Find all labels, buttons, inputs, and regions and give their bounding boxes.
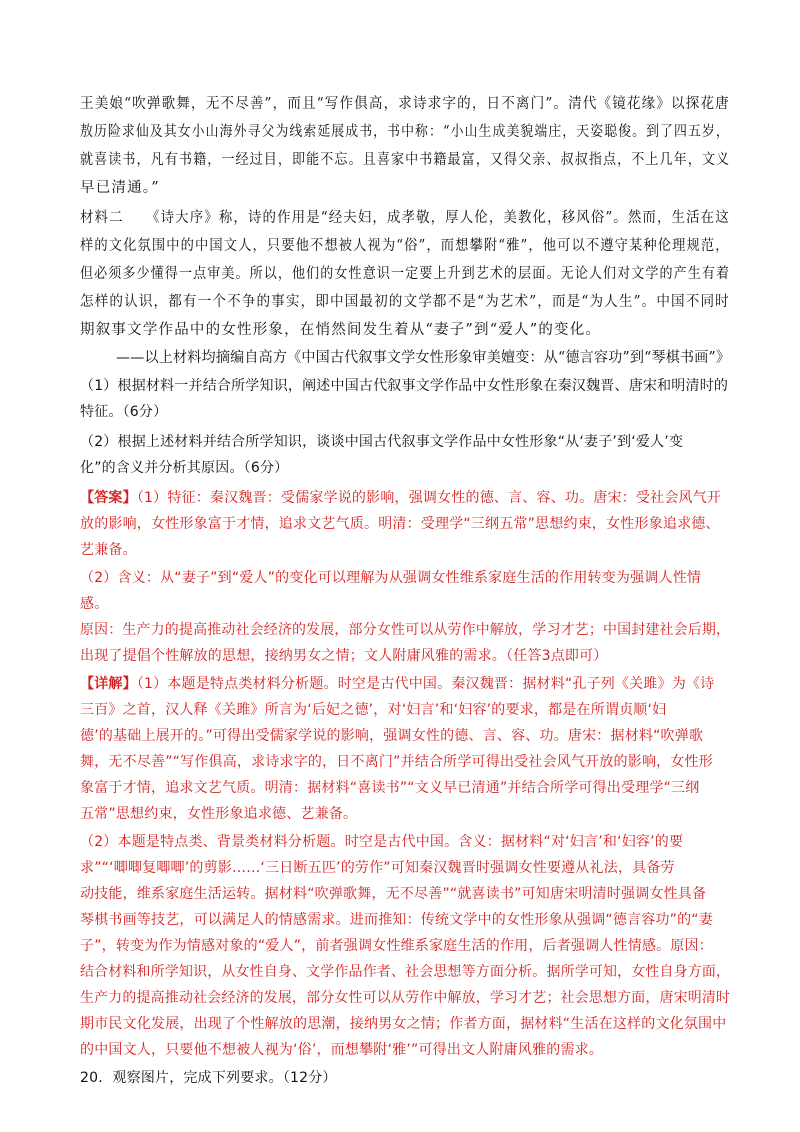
answer-label: 【答案】	[80, 490, 137, 506]
detail-line: 五常”思想约束，女性形象追求德、艺兼备。	[80, 806, 358, 822]
answer-line	[80, 488, 721, 508]
detail-line: 德’的基础上展开的。”可得出受儒家学说的影响，强调女性的德、言、容、功。唐宋：据材料“吹弹歌	[80, 728, 704, 744]
answer-line: 原因：生产力的提高推动社会经济的发展，部分女性可以从劳作中解放，学习才艺；中国封建社会后期，	[80, 622, 731, 638]
material2-line: 材料二 《诗大序》称，诗的作用是“经夫妇，成孝敬，厚人伦，美教化，移风俗”。然而，生活在这	[80, 210, 730, 226]
material-source: ——以上材料均摘编自高方《中国古代叙事文学女性形象审美嬗变：从“德言容功”到“琴棋书画”》	[116, 350, 731, 366]
question-line: 特征。（6分）	[80, 404, 168, 420]
detail-label: 【详解】	[80, 676, 137, 692]
detail-line: 期市民文化发展，出现了个性解放的思潮，接纳男女之情；作者方面，据材料“生活在这样的文化氛围中	[80, 1016, 727, 1032]
material1-line: 就喜读书，凡有书籍，一经过目，即能不忘。且喜家中书籍最富，又得父亲、叔叔指点，不上几年，文义	[80, 152, 731, 168]
detail-line: 三百》之首，汉人释《关雎》所言为‘后妃之德’，对‘妇言’和‘妇容’的要求，都是在所谓贞顺‘妇	[80, 702, 667, 718]
detail-text: （1）本题是特点类材料分析题。时空是古代中国。秦汉魏晋：据材料“孔子列《关雎》为《诗	[136, 676, 715, 692]
detail-line	[80, 674, 714, 694]
material1-line: 王美娘“吹弹歌舞，无不尽善”，而且“写作俱高，求诗求字的，日不离门”。清代《镜花缘》以探花唐	[80, 96, 730, 112]
material2-line: 期叙事文学作品中的女性形象，在悄然间发生着从“妻子”到“爱人”的变化。	[80, 322, 602, 338]
detail-line: 求”“‘唧唧复唧唧’的剪影……‘三日断五匹’的劳作”可知秦汉魏晋时强调女性要遵从礼法，具备劳	[80, 860, 675, 876]
question-line: （2）根据上述材料并结合所学知识，谈谈中国古代叙事文学作品中女性形象“从‘妻子’到‘爱人’变	[80, 434, 684, 450]
detail-line: 结合材料和所学知识，从女性自身、文学作品作者、社会思想等方面分析。据所学可知，女性自身方面，	[80, 964, 731, 980]
question-line: 化”的含义并分析其原因。（6分）	[80, 460, 289, 476]
material1-line: 早已清通。”	[80, 180, 160, 196]
answer-line: 艺兼备。	[80, 542, 137, 558]
detail-line: （2）本题是特点类、背景类材料分析题。时空是古代中国。含义：据材料“对‘妇言’和‘妇容’的要	[80, 834, 684, 850]
material1-line: 敖历险求仙及其女小山海外寻父为线索延展成书，书中称：“小山生成美貌端庄，天姿聪俊。到了四五岁，	[80, 124, 730, 140]
material2-line: 但必须多少懂得一点审美。所以，他们的女性意识一定要上升到艺术的层面。无论人们对文学的产生有着	[80, 266, 731, 282]
detail-line: 的中国文人，只要他不想被人视为‘俗’，而想攀附‘雅’”可得出文人附庸风雅的需求。	[80, 1042, 604, 1058]
detail-line: 生产力的提高推动社会经济的发展，部分女性可以从劳作中解放，学习才艺；社会思想方面，唐宋明清时	[80, 990, 731, 1006]
answer-line: （2）含义：从“妻子”到“爱人”的变化可以理解为从强调女性维系家庭生活的作用转变为强调人性情	[80, 570, 702, 586]
detail-line: 琴棋书画等技艺，可以满足人的情感需求。进而推知：传统文学中的女性形象从强调“德言容功”的“妻	[80, 912, 713, 928]
answer-line: 感。	[80, 596, 109, 612]
next-question: 20．观察图片，完成下列要求。（12分）	[80, 1070, 337, 1086]
material2-line: 怎样的认识，都有一个不争的事实，即中国最初的文学都不是“为艺术”，而是“为人生”。中国不同时	[80, 294, 730, 310]
answer-line: 出现了提倡个性解放的思想，接纳男女之情；文人附庸风雅的需求。（任答3点即可）	[80, 648, 608, 664]
detail-line: 子”，转变为作为情感对象的“爱人”，前者强调女性维系家庭生活的作用，后者强调人性情感。原因：	[80, 938, 713, 954]
detail-line: 舞，无不尽善”“写作俱高，求诗求字的，日不离门”并结合所学可得出受社会风气开放的影响，女性形	[80, 754, 713, 770]
material2-line: 样的文化氛围中的中国文人，只要他不想被人视为“俗”，而想攀附“雅”，他可以不遵守某种伦理规范，	[80, 238, 730, 254]
answer-line: 放的影响，女性形象富于才情，追求文艺气质。明清：受理学“三纲五常”思想约束，女性形象追求德、	[80, 516, 720, 532]
question-line: （1）根据材料一并结合所学知识，阐述中国古代叙事文学作品中女性形象在秦汉魏晋、唐宋和明清时的	[80, 378, 729, 394]
detail-line: 象富于才情，追求文艺气质。明清：据材料“喜读书”“文义早已清通”并结合所学可得出受理学“三纲	[80, 780, 700, 796]
answer-text: （1）特征：秦汉魏晋：受儒家学说的影响，强调女性的德、言、容、功。唐宋：受社会风气开	[136, 490, 722, 506]
detail-line: 动技能，维系家庭生活运转。据材料“吹弹歌舞，无不尽善”“就喜读书”可知唐宋明清时强调女性具备	[80, 886, 707, 902]
